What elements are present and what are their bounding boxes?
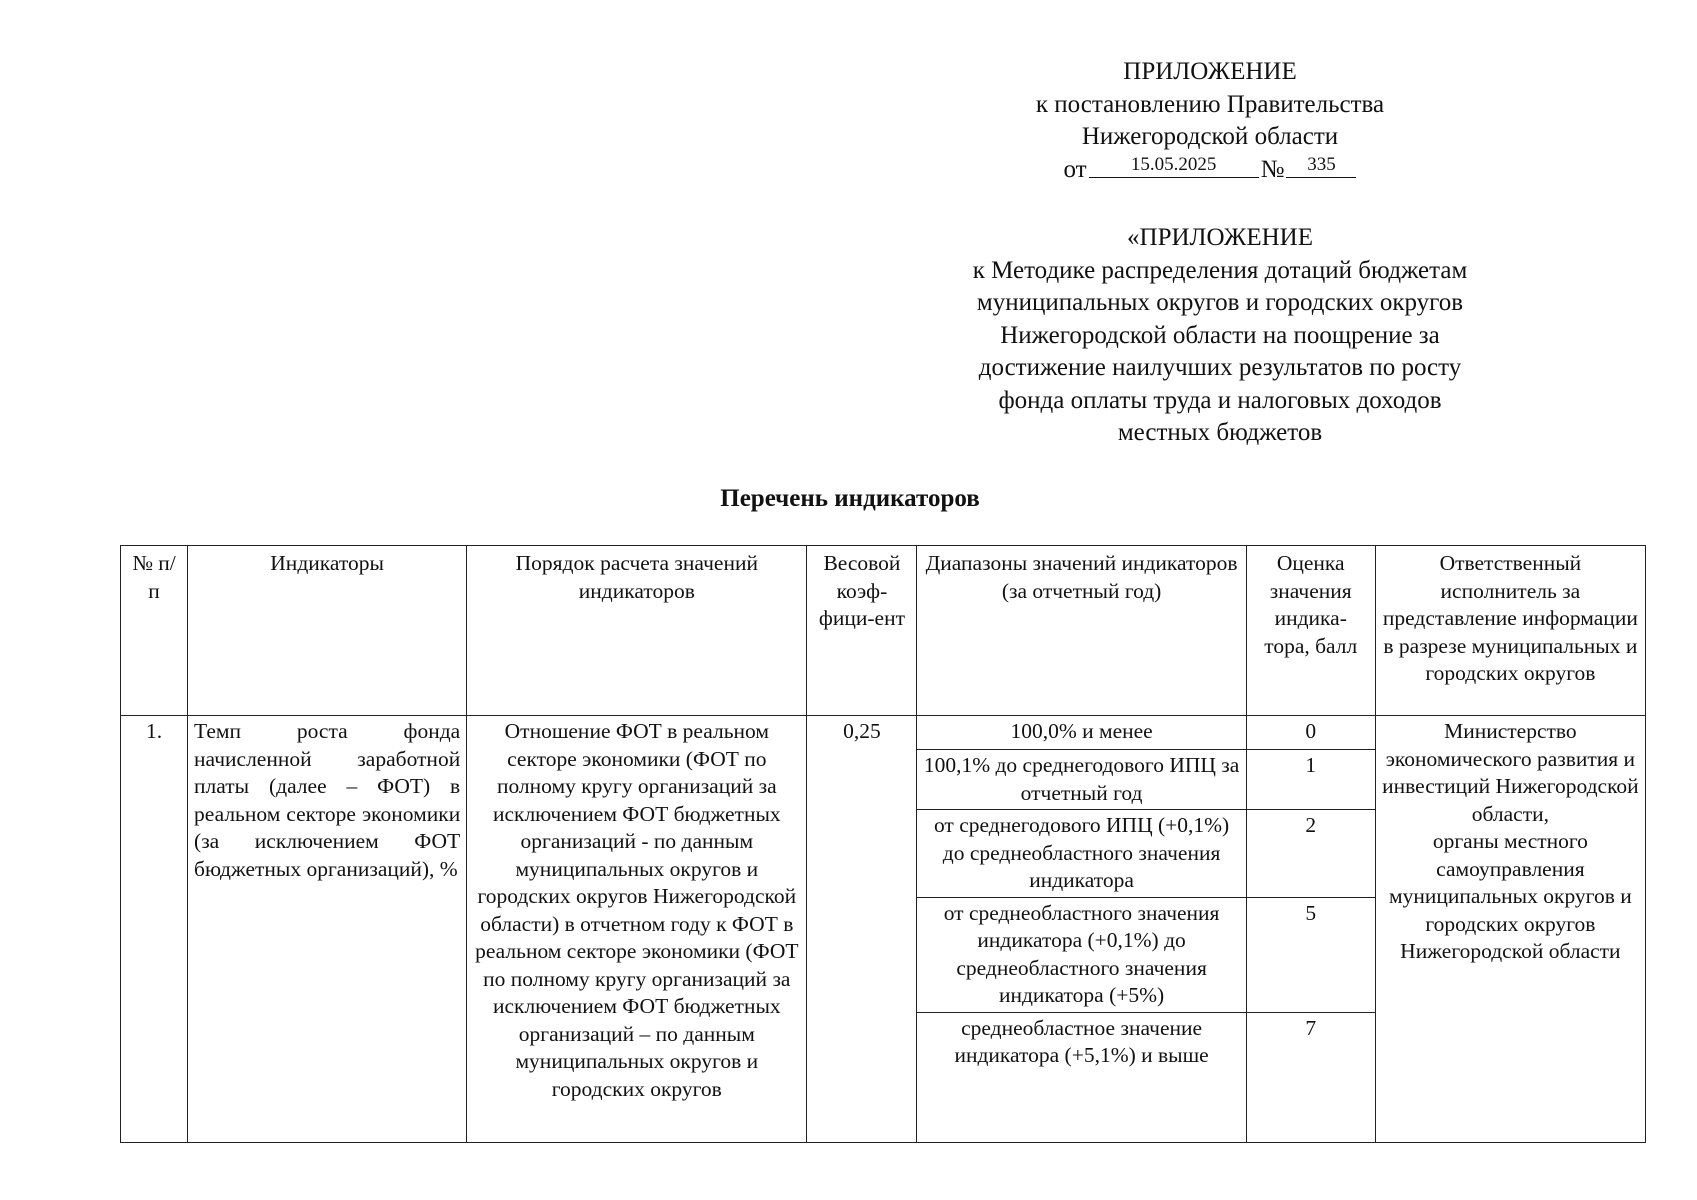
header-calculation: Порядок расчета значений индикаторов (467, 546, 807, 716)
methodology-line: фонда оплаты труда и налоговых доходов (998, 386, 1442, 414)
date-field (1089, 153, 1259, 178)
range-cell: от среднеобластного значения индикатора (+0,1%) до среднеобластного значения индикатора (+5%) (917, 897, 1246, 1012)
header-score: Оценка значения индика-тора, балл (1246, 546, 1375, 716)
header-weight: Весовой коэф-фици-ент (807, 546, 917, 716)
calculation-cell: Отношение ФОТ в реальном секторе экономики (ФОТ по полному кругу организаций за исключением ФОТ бюджетных организаций - по данным муниципальных округов и городских округов Нижегородской области) в отчетном году к ФОТ в реальном секторе экономики (ФОТ по полному кругу организаций за исключением ФОТ бюджетных организаций – по данным муниципальных округов и городских округов (467, 716, 807, 1143)
responsible-local-authorities: органы местного самоуправления муниципальных округов и городских округов Нижегородской области (1389, 829, 1632, 963)
table-row (121, 716, 1646, 750)
methodology-line: местных бюджетов (1117, 419, 1323, 446)
table-header-row (121, 546, 1646, 716)
approval-header (960, 56, 1460, 186)
list-title: Перечень индикаторов (720, 485, 980, 512)
row-number: 1. (121, 716, 188, 1143)
methodology-line: Нижегородской области на поощрение за (1000, 321, 1440, 349)
header-responsible (1375, 546, 1645, 716)
methodology-line: достижение наилучших результатов по росту (978, 354, 1462, 381)
header-ranges: Диапазоны значений индикаторов (за отчетный год) (917, 546, 1246, 716)
range-cell: от среднегодового ИПЦ (+0,1%) до среднеобластного значения индикатора (917, 810, 1246, 898)
approval-line-2: Нижегородской области (1081, 123, 1339, 150)
score-cell: 7 (1246, 1012, 1375, 1142)
methodology-line: к Методике распределения дотаций бюджетам (972, 256, 1468, 284)
header-num: № п/п (121, 546, 188, 716)
header-responsible-text: Ответственный исполнитель за представление информации в разрезе муниципальных и городских округов (1382, 551, 1638, 685)
date-prefix: от (1063, 155, 1087, 183)
number-prefix: № (1260, 155, 1285, 183)
responsible-cell (1375, 716, 1645, 1143)
number-field (1286, 153, 1356, 178)
methodology-line: муниципальных округов и городских округов (976, 289, 1464, 316)
range-cell: 100,0% и менее (917, 716, 1246, 750)
methodology-title: «ПРИЛОЖЕНИЕ (1127, 224, 1313, 251)
score-cell: 1 (1246, 750, 1375, 810)
number-value: 335 (1307, 154, 1336, 175)
approval-title: ПРИЛОЖЕНИЕ (1123, 58, 1297, 85)
score-cell: 5 (1246, 897, 1375, 1012)
range-cell: среднеобластное значение индикатора (+5,1%) и выше (917, 1012, 1246, 1142)
range-cell: 100,1% до среднегодового ИПЦ за отчетный год (917, 750, 1246, 810)
indicators-table (120, 545, 1646, 1143)
indicator-cell: Темп роста фонда начисленной заработной платы (далее – ФОТ) в реальном секторе экономики (за исключением ФОТ бюджетных организаций), % (188, 716, 467, 1143)
date-value: 15.05.2025 (1130, 154, 1217, 175)
responsible-ministry: Министерство экономического развития и инвестиций Нижегородской области, (1382, 719, 1639, 826)
approval-line-1: к постановлению Правительства (1035, 90, 1385, 118)
approval-date-line (1064, 154, 1357, 187)
score-cell: 2 (1246, 810, 1375, 898)
score-cell: 0 (1246, 716, 1375, 750)
weight-cell: 0,25 (807, 716, 917, 1143)
header-indicator: Индикаторы (188, 546, 467, 716)
methodology-header (920, 222, 1520, 450)
